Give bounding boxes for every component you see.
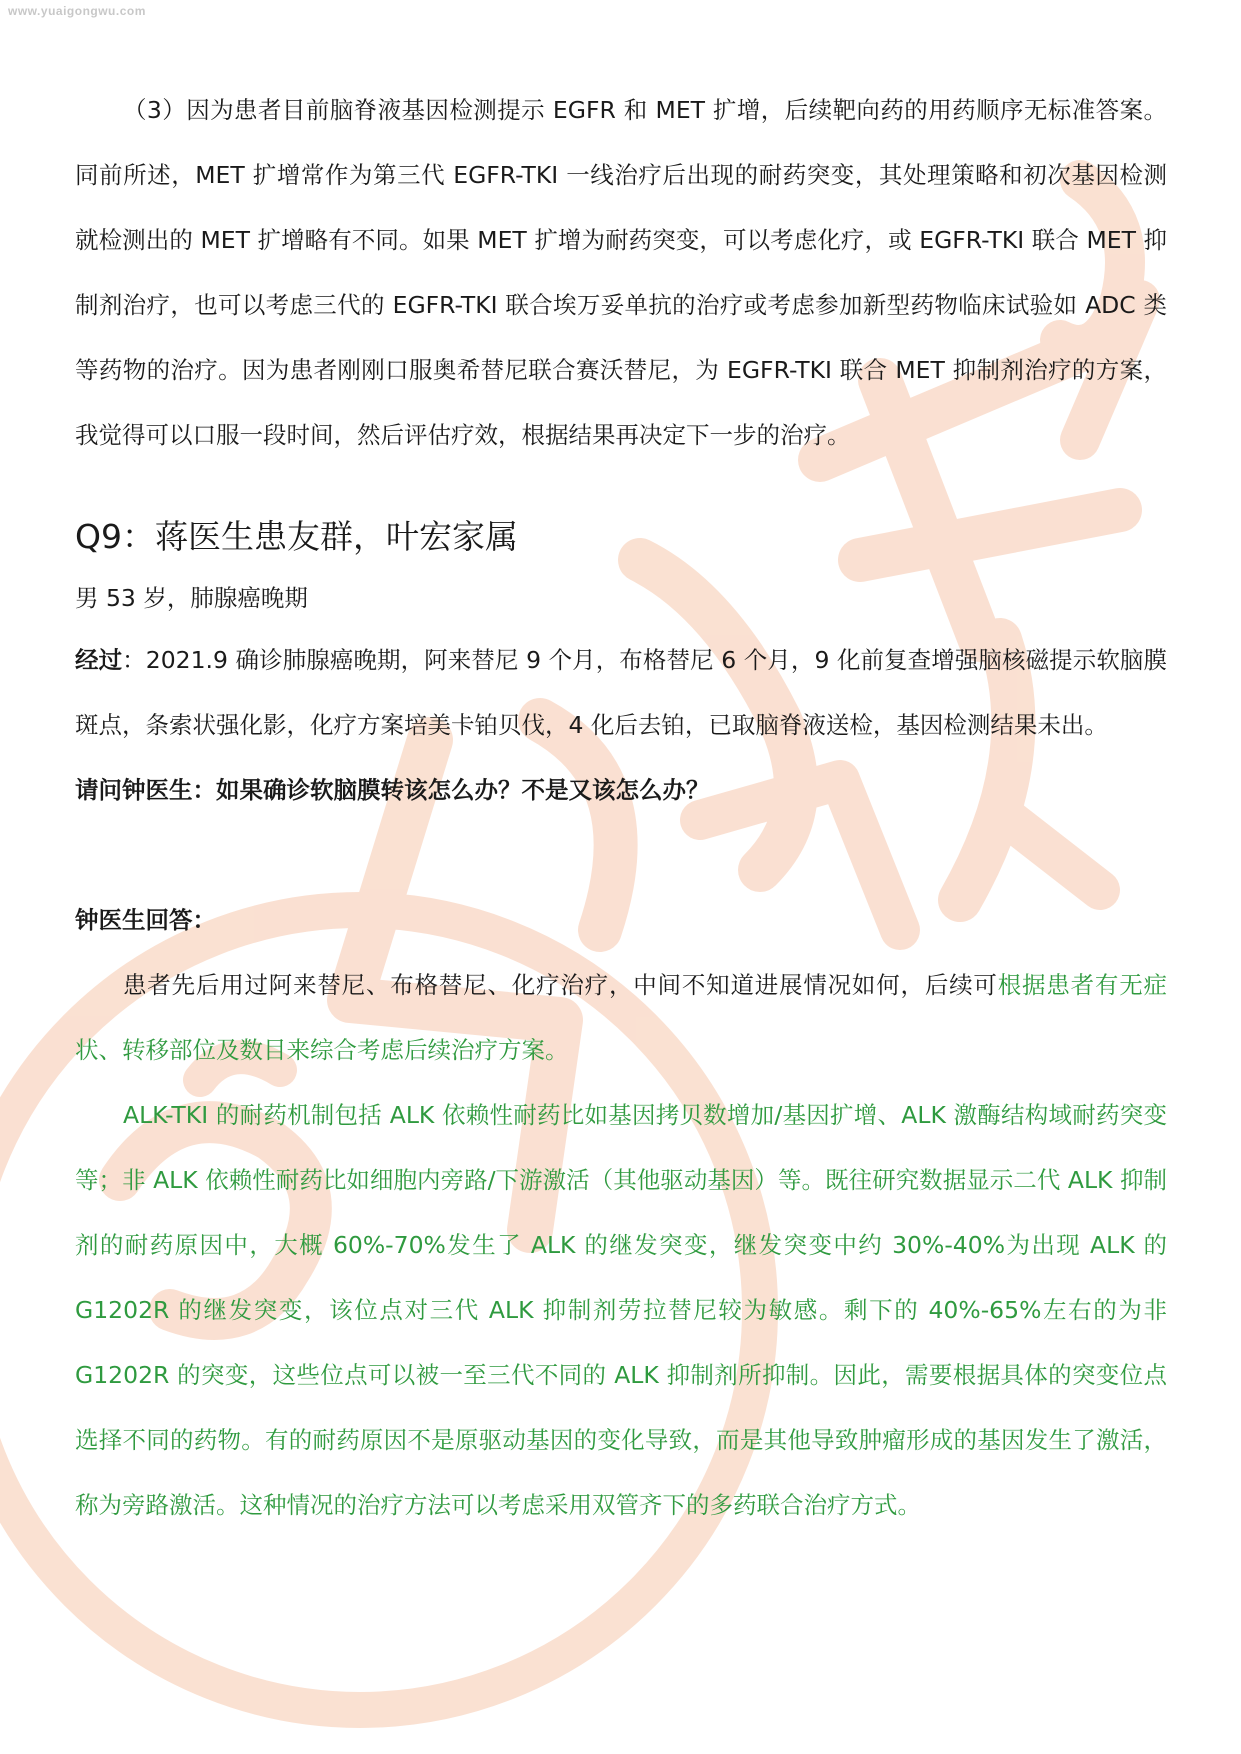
question-text: 请问钟医生：如果确诊软脑膜转该怎么办？不是又该怎么办？ xyxy=(75,776,710,804)
answer-paragraph-2: ALK-TKI 的耐药机制包括 ALK 依赖性耐药比如基因拷贝数增加/基因扩增、ALK 激酶结构域耐药突变等；非 ALK 依赖性耐药比如细胞内旁路/下游激活（其他驱动基因）等。既往研究数据显示二代 ALK 抑制剂的耐药原因中，大概 60%-70%发生了 ALK 的继发突变，继发突变中约 30%-40%为出现 ALK 的 G1202R 的继发突变，该位点对三代 ALK 抑制剂劳拉替尼较为敏感。剩下的 40%-65%左右的为非 G1202R 的突变，这些位点可以被一至三代不同的 ALK 抑制剂所抑制。因此，需要根据具体的突变位点选择不同的药物。有的耐药原因不是原驱动基因的变化导致，而是其他导致肿瘤形成的基因发生了激活，称为旁路激活。这种情况的治疗方法可以考虑采用双管齐下的多药联合治疗方式。 xyxy=(75,1101,1167,1519)
history-paragraph xyxy=(75,628,1167,758)
history-label: 经过 xyxy=(75,646,123,674)
page-content xyxy=(75,78,1167,1538)
history-text: ：2021.9 确诊肺腺癌晚期，阿来替尼 9 个月，布格替尼 6 个月，9 化前复查增强脑核磁提示软脑膜斑点，条索状强化影，化疗方案培美卡铂贝伐，4 化后去铂，已取脑脊液送检，基因检测结果未出。 xyxy=(75,646,1168,739)
answer-label: 钟医生回答： xyxy=(75,906,216,934)
answer-p1-plain: 患者先后用过阿来替尼、布格替尼、化疗治疗，中间不知道进展情况如何，后续可 xyxy=(123,971,998,999)
previous-answer-paragraph: （3）因为患者目前脑脊液基因检测提示 EGFR 和 MET 扩增，后续靶向药的用药顺序无标准答案。同前所述，MET 扩增常作为第三代 EGFR-TKI 一线治疗后出现的耐药突变，其处理策略和初次基因检测就检测出的 MET 扩增略有不同。如果 MET 扩增为耐药突变，可以考虑化疗，或 EGFR-TKI 联合 MET 抑制剂治疗，也可以考虑三代的 EGFR-TKI 联合埃万妥单抗的治疗或考虑参加新型药物临床试验如 ADC 类等药物的治疗。因为患者刚刚口服奥希替尼联合赛沃替尼，为 EGFR-TKI 联合 MET 抑制剂治疗的方案，我觉得可以口服一段时间，然后评估疗效，根据结果再决定下一步的治疗。 xyxy=(75,96,1167,449)
answer-paragraph-1 xyxy=(75,953,1167,1083)
section-gap xyxy=(75,823,1167,888)
patient-info: 男 53 岁，肺腺癌晚期 xyxy=(75,584,308,612)
question-title: Q9：蒋医生患友群，叶宏家属 xyxy=(75,517,518,556)
watermark-url: www.yuaigongwu.com xyxy=(8,4,146,18)
answer-p1-highlight: 根据患者有无症状、转移部位及数目来综合考虑后续治疗方案。 xyxy=(75,971,1168,1064)
